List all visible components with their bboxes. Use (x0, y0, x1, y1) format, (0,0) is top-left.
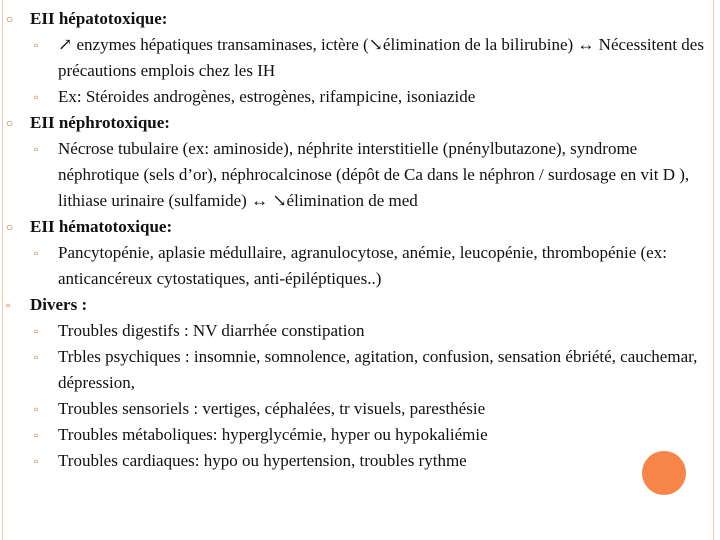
list-item-text: Ex: Stéroides androgènes, estrogènes, rifampicine, isoniazide (58, 87, 476, 106)
section-nephrotoxique (0, 110, 720, 136)
list-item (0, 32, 720, 84)
hollow-circle-icon: ○ (6, 12, 14, 26)
list-item-text: Troubles digestifs : NV diarrhée constipation (58, 321, 365, 340)
section-heading: EII hématotoxique: (30, 217, 173, 236)
list-item (0, 422, 720, 448)
double-square-icon: ▫ (6, 298, 11, 312)
list-item (0, 448, 720, 474)
list-item (0, 318, 720, 344)
section-divers (0, 292, 720, 318)
double-square-icon: ▫ (34, 428, 39, 442)
double-square-icon: ▫ (34, 38, 39, 52)
section-hepatotoxique (0, 6, 720, 32)
list-item-text: Nécrose tubulaire (ex: aminoside), néphrite interstitielle (pnénylbutazone), syndrome néphrotique (sels d’or), néphrocalcinose (dépôt de Ca dans le néphron / surdosage en vit D ), lithiase urinaire (sulfamide) ↔ ↘élimination de med (58, 139, 690, 210)
double-square-icon: ▫ (34, 402, 39, 416)
section-heading: EII néphrotoxique: (30, 113, 170, 132)
list-item-text: ↗ enzymes hépatiques transaminases, ictère (↘élimination de la bilirubine) ↔ Nécessitent des précautions emplois chez les IH (58, 35, 704, 80)
list-item-text: Trbles psychiques : insomnie, somnolence, agitation, confusion, sensation ébriété, cauchemar, dépression, (58, 347, 698, 392)
list-item (0, 84, 720, 110)
list-item-text: Troubles sensoriels : vertiges, céphalées, tr visuels, paresthésie (58, 399, 486, 418)
list-item (0, 240, 720, 292)
list-item (0, 344, 720, 396)
slide-content (0, 6, 720, 474)
list-item-text: Troubles cardiaques: hypo ou hypertension, troubles rythme (58, 451, 467, 470)
section-heading: Divers : (30, 295, 88, 314)
hollow-circle-icon: ○ (6, 220, 14, 234)
double-square-icon: ▫ (34, 324, 39, 338)
section-hematotoxique (0, 214, 720, 240)
double-square-icon: ▫ (34, 350, 39, 364)
double-square-icon: ▫ (34, 454, 39, 468)
section-heading: EII hépatotoxique: (30, 9, 168, 28)
hollow-circle-icon: ○ (6, 116, 14, 130)
double-square-icon: ▫ (34, 246, 39, 260)
double-square-icon: ▫ (34, 142, 39, 156)
list-item-text: Troubles métaboliques: hyperglycémie, hyper ou hypokaliémie (58, 425, 488, 444)
list-item-text: Pancytopénie, aplasie médullaire, agranulocytose, anémie, leucopénie, thrombopénie (ex: anticancéreux cytostatiques, anti-épiléptiques..) (58, 243, 667, 288)
double-square-icon: ▫ (34, 90, 39, 104)
decorative-orange-circle (642, 451, 686, 495)
list-item (0, 136, 720, 214)
list-item (0, 396, 720, 422)
